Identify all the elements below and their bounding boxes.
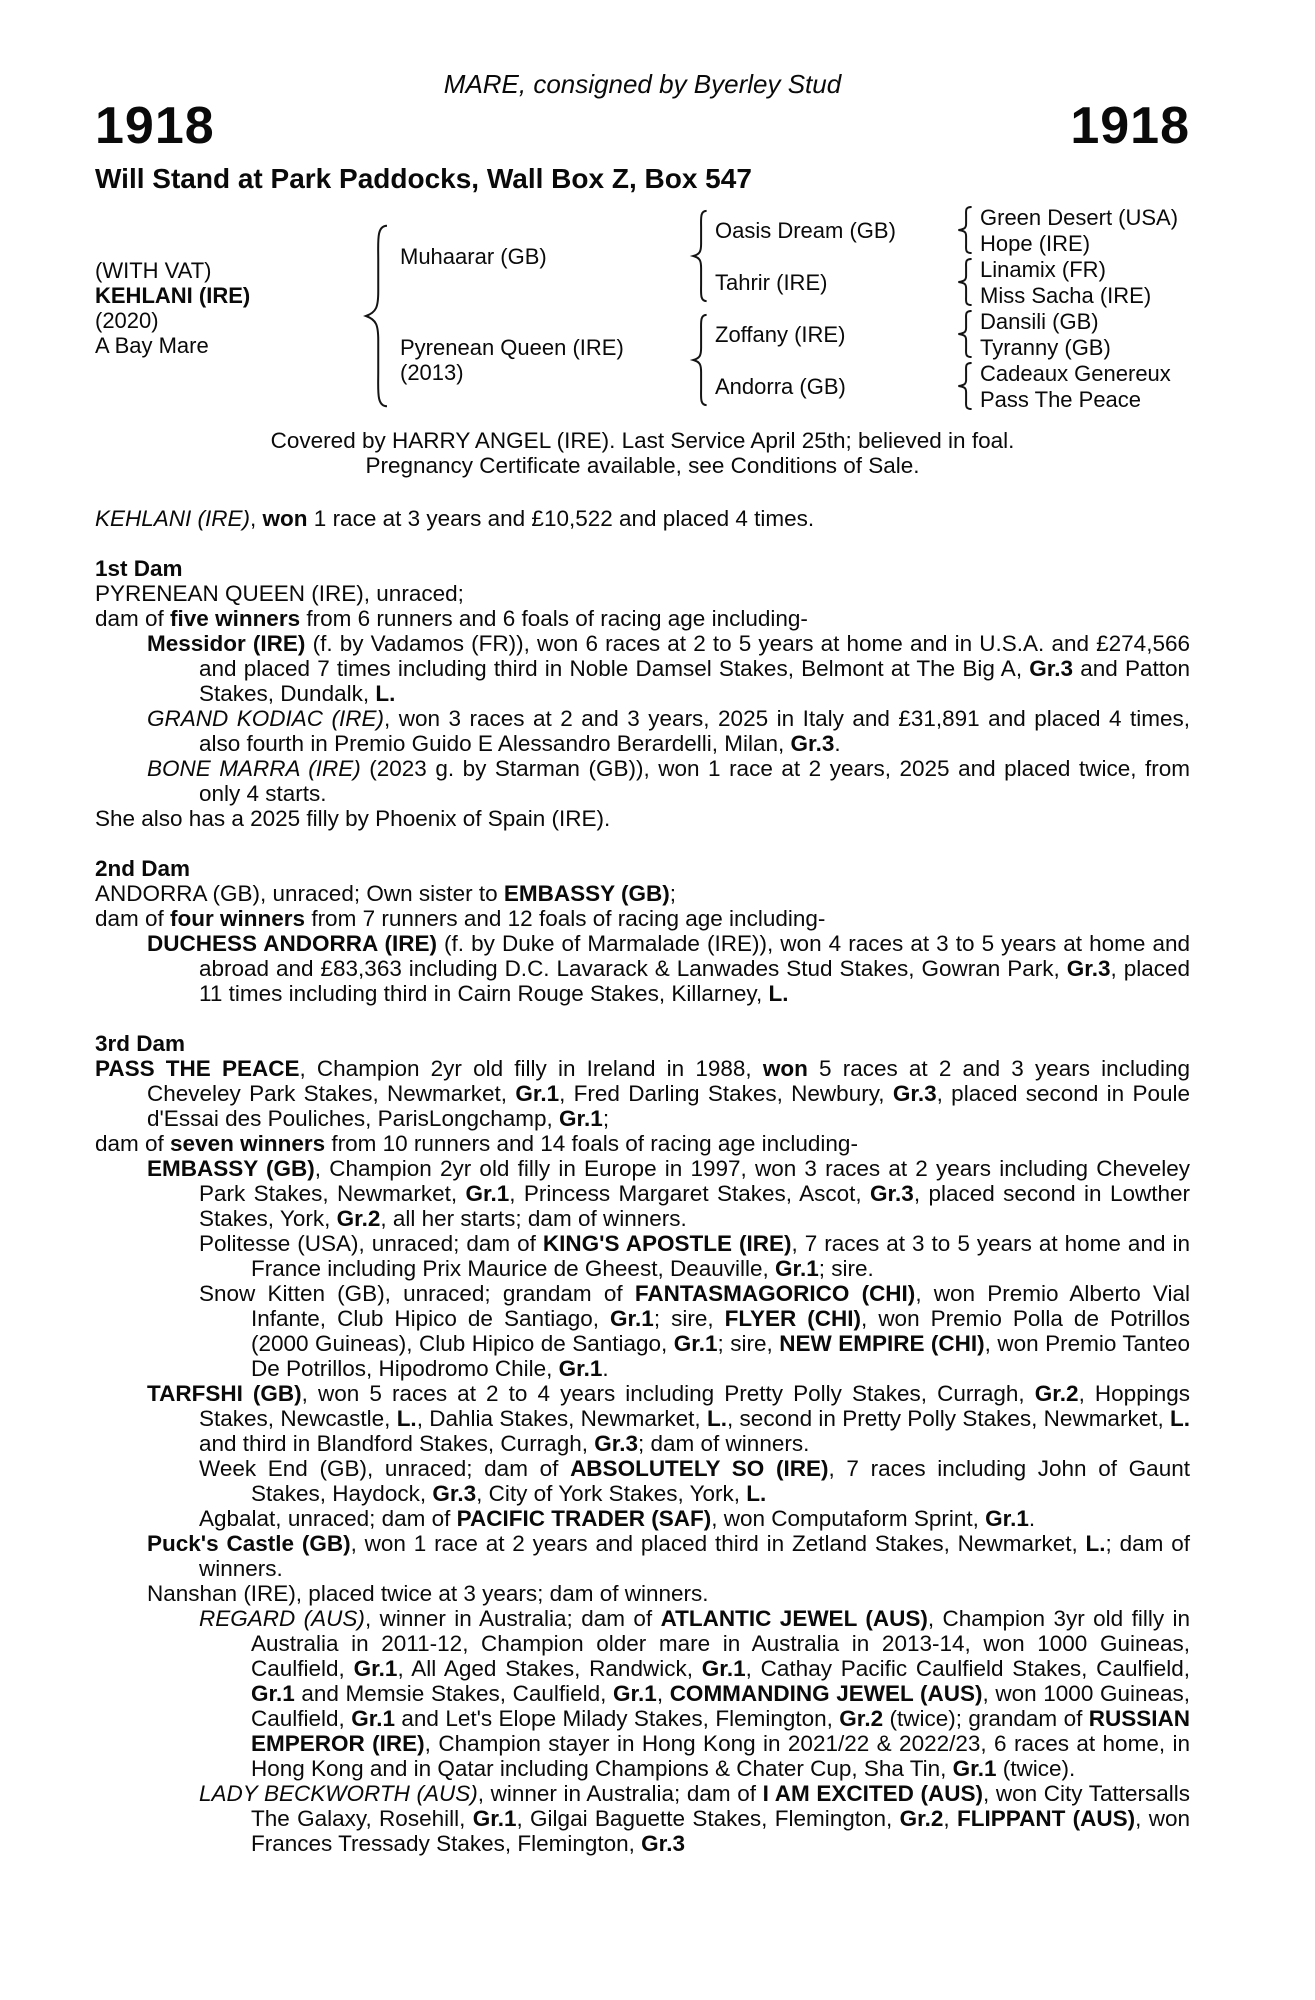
section-1st-dam <box>95 556 1190 831</box>
covered-line: Covered by HARRY ANGEL (IRE). Last Service April 25th; believed in foal. <box>270 428 1015 453</box>
additional-produce-note: She also has a 2025 filly by Phoenix of Spain (IRE). <box>95 806 611 831</box>
sire-sire-name: Oasis Dream (GB) <box>715 217 896 243</box>
great-grandparent-name: Hope (IRE) <box>980 230 1091 256</box>
progeny-entry-agbalat: Agbalat, unraced; dam of PACIFIC TRADER (SAF), won Computaform Sprint, Gr.1. <box>199 1506 1036 1531</box>
catalogue-text <box>95 506 1190 1856</box>
lot-number-left: 1918 <box>95 97 215 155</box>
subject-block <box>95 204 355 412</box>
dam-sire-name: Zoffany (IRE) <box>715 321 846 347</box>
dam-name-line: PYRENEAN QUEEN (IRE), unraced; <box>95 581 464 606</box>
progeny-entry-tarfshi: TARFSHI (GB), won 5 races at 2 to 4 years including Pretty Polly Stakes, Curragh, Gr.2, Hoppings Stakes, Newcastle, L., Dahlia Stakes, Newmarket, L., second in Pretty Polly Stakes, Newmarket, L. and third in Blandford Stakes, Curragh, Gr.3; dam of winners. <box>147 1381 1191 1456</box>
dam-dam-name: Andorra (GB) <box>715 373 846 399</box>
progeny-entry-politesse: Politesse (USA), unraced; dam of KING'S APOSTLE (IRE), 7 races at 3 to 5 years at home and in France including Prix Maurice de Gheest, Deauville, Gr.1; sire. <box>199 1231 1190 1281</box>
foaling-year: (2020) <box>95 308 159 333</box>
consignor-line: MARE, consigned by Byerley Stud <box>443 69 842 99</box>
vat-note: (WITH VAT) <box>95 258 212 283</box>
lot-number-right: 1918 <box>1070 97 1190 155</box>
sire-dam-name: Tahrir (IRE) <box>715 269 828 295</box>
pedigree-brace-icon <box>950 256 980 308</box>
progeny-entry-grand-kodiac: GRAND KODIAC (IRE), won 3 races at 2 and 3 years, 2025 in Italy and £31,891 and placed 4 times, also fourth in Premio Guido E Alessandro Berardelli, Milan, Gr.3. <box>147 706 1191 756</box>
lot-number-row <box>95 97 1190 155</box>
progeny-entry-nanshan: Nanshan (IRE), placed twice at 3 years; dam of winners. <box>147 1581 709 1606</box>
section-2nd-dam <box>95 856 1190 1006</box>
dam-block <box>400 308 685 412</box>
great-grandparent-name: Tyranny (GB) <box>980 334 1111 360</box>
dam-name: Pyrenean Queen (IRE) <box>400 335 624 360</box>
covering-details <box>95 428 1190 478</box>
stand-location-line: Will Stand at Park Paddocks, Wall Box Z, Box 547 <box>95 163 752 194</box>
sire-name: Muhaarar (GB) <box>400 243 547 269</box>
pedigree-brace-icon <box>685 308 715 412</box>
progeny-entry-snow-kitten: Snow Kitten (GB), unraced; grandam of FANTASMAGORICO (CHI), won Premio Alberto Vial Infante, Club Hipico de Santiago, Gr.1; sire, FLYER (CHI), won Premio Polla de Potrillos (2000 Guineas), Club Hipico de Santiago, Gr.1; sire, NEW EMPIRE (CHI), won Premio Tanteo De Potrillos, Hipodromo Chile, Gr.1. <box>199 1281 1191 1381</box>
great-grandparent-name: Pass The Peace <box>980 386 1142 412</box>
progeny-entry-duchess-andorra: DUCHESS ANDORRA (IRE) (f. by Duke of Marmalade (IRE)), won 4 races at 3 to 5 years at home and abroad and £83,363 including D.C. Lavarack & Lanwades Stud Stakes, Gowran Park, Gr.3, placed 11 times including third in Cairn Rouge Stakes, Killarney, L. <box>147 931 1190 1006</box>
section-header-3rd-dam: 3rd Dam <box>95 1031 186 1056</box>
pedigree-brace-icon <box>950 360 980 412</box>
progeny-entry-regard: REGARD (AUS), winner in Australia; dam of ATLANTIC JEWEL (AUS), Champion 3yr old filly in Australia in 2011-12, Champion older mare in Australia in 2013-14, won 1000 Guineas, Caulfield, Gr.1, All Aged Stakes, Randwick, Gr.1, Cathay Pacific Caulfield Stakes, Caulfield, Gr.1 and Memsie Stakes, Caulfield, Gr.1, COMMANDING JEWEL (AUS), won 1000 Guineas, Caulfield, Gr.1 and Let's Elope Milady Stakes, Flemington, Gr.2 (twice); grandam of RUSSIAN EMPEROR (IRE), Champion stayer in Hong Kong in 2021/22 & 2022/23, 6 races at home, in Hong Kong and in Qatar including Champions & Chater Cup, Sha Tin, Gr.1 (twice). <box>199 1606 1191 1781</box>
pedigree-brace-icon <box>950 308 980 360</box>
progeny-entry-week-end: Week End (GB), unraced; dam of ABSOLUTELY SO (IRE), 7 races including John of Gaunt Stakes, Haydock, Gr.3, City of York Stakes, York, L. <box>199 1456 1190 1506</box>
page-content <box>95 70 1190 1856</box>
dam-produce-summary: dam of seven winners from 10 runners and 14 foals of racing age including- <box>95 1131 858 1156</box>
pedigree-brace-icon <box>355 204 400 412</box>
progeny-entry-lady-beckworth: LADY BECKWORTH (AUS), winner in Australia; dam of I AM EXCITED (AUS), won City Tattersalls The Galaxy, Rosehill, Gr.1, Gilgai Baguette Stakes, Flemington, Gr.2, FLIPPANT (AUS), won Frances Tressady Stakes, Flemington, Gr.3 <box>199 1781 1191 1856</box>
dam-produce-summary: dam of five winners from 6 runners and 6 foals of racing age including- <box>95 606 808 631</box>
great-grandparent-name: Cadeaux Genereux <box>980 360 1171 386</box>
great-grandparent-name: Dansili (GB) <box>980 308 1099 334</box>
section-3rd-dam <box>95 1031 1190 1856</box>
progeny-entry-pucks-castle: Puck's Castle (GB), won 1 race at 2 years and placed third in Zetland Stakes, Newmarket, L.; dam of winners. <box>147 1531 1190 1581</box>
horse-name: KEHLANI (IRE) <box>95 283 251 308</box>
dam-name-line: ANDORRA (GB), unraced; Own sister to EMBASSY (GB); <box>95 881 676 906</box>
race-record: KEHLANI (IRE), won 1 race at 3 years and £10,522 and placed 4 times. <box>95 506 815 531</box>
pregnancy-line: Pregnancy Certificate available, see Conditions of Sale. <box>365 453 920 478</box>
section-header-2nd-dam: 2nd Dam <box>95 856 191 881</box>
progeny-entry-embassy: EMBASSY (GB), Champion 2yr old filly in Europe in 1997, won 3 races at 2 years including Cheveley Park Stakes, Newmarket, Gr.1, Princess Margaret Stakes, Ascot, Gr.3, placed second in Lowther Stakes, York, Gr.2, all her starts; dam of winners. <box>147 1156 1190 1231</box>
great-grandparent-name: Green Desert (USA) <box>980 204 1179 230</box>
dam-foaling-year: (2013) <box>400 360 464 385</box>
progeny-entry-messidor: Messidor (IRE) (f. by Vadamos (FR)), won 6 races at 2 to 5 years at home and in U.S.A. and £274,566 and placed 7 times including third in Noble Damsel Stakes, Belmont at The Big A, Gr.3 and Patton Stakes, Dundalk, L. <box>147 631 1191 706</box>
pedigree-table <box>95 204 1190 412</box>
progeny-entry-bone-marra: BONE MARRA (IRE) (2023 g. by Starman (GB)), won 1 race at 2 years, 2025 and placed twice, from only 4 starts. <box>147 756 1190 806</box>
horse-description: A Bay Mare <box>95 333 209 358</box>
great-grandparent-name: Miss Sacha (IRE) <box>980 282 1152 308</box>
section-header-1st-dam: 1st Dam <box>95 556 183 581</box>
pedigree-brace-icon <box>685 204 715 308</box>
pedigree-brace-icon <box>950 204 980 256</box>
dam-produce-summary: dam of four winners from 7 runners and 12 foals of racing age including- <box>95 906 826 931</box>
great-grandparent-name: Linamix (FR) <box>980 256 1106 282</box>
dam-name-line: PASS THE PEACE, Champion 2yr old filly in Ireland in 1988, won 5 races at 2 and 3 years including Cheveley Park Stakes, Newmarket, Gr.1, Fred Darling Stakes, Newbury, Gr.3, placed second in Poule d'Essai des Pouliches, ParisLongchamp, Gr.1; <box>95 1056 1191 1131</box>
